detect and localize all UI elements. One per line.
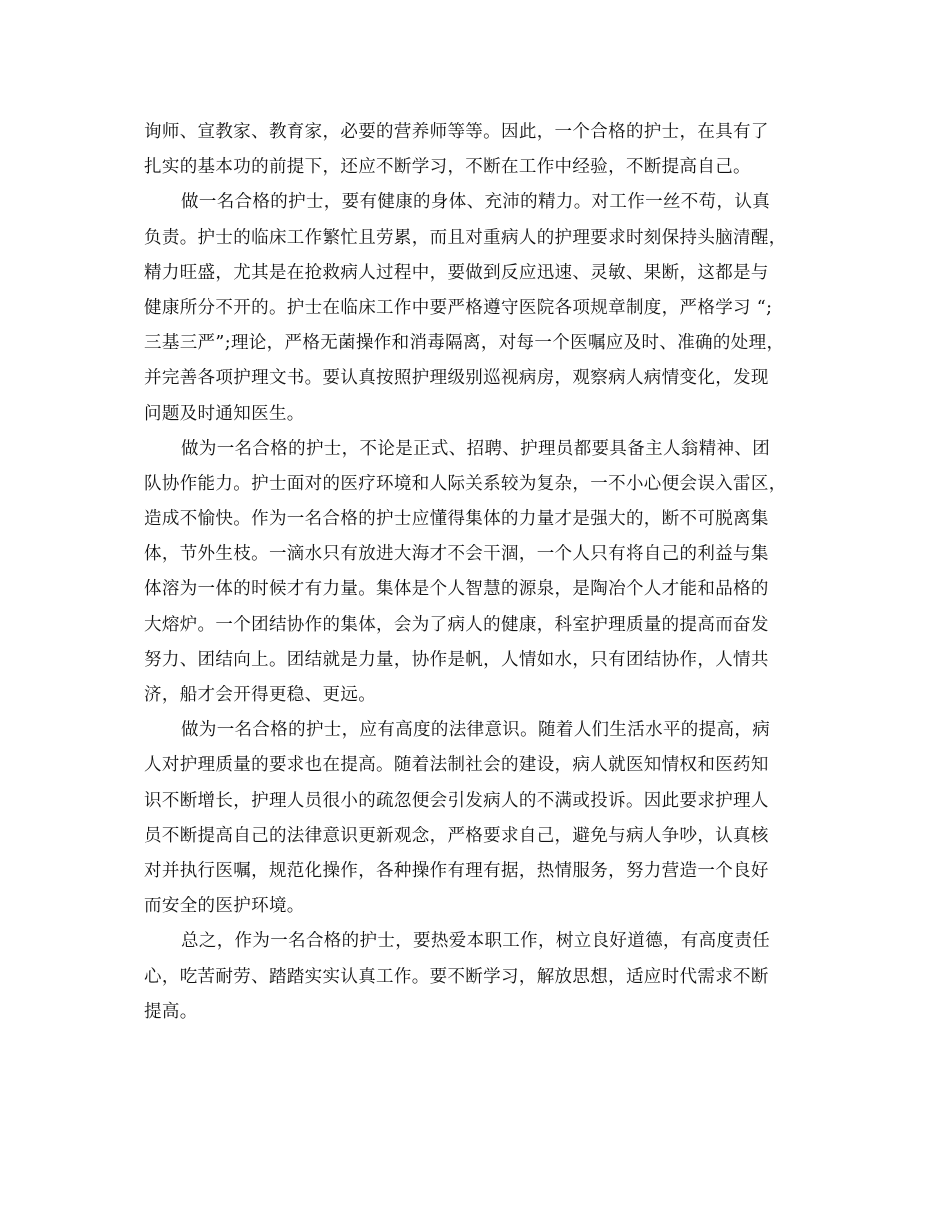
text-line: 健康所分不开的。护士在临床工作中要严格遵守医院各项规章制度，严格学习 “; [144,297,773,318]
text-line: 努力、团结向上。团结就是力量，协作是帆，人情如水，只有团结协作，人情共 [144,649,769,670]
paragraph-2 [144,185,810,431]
text-line: 精力旺盛，尤其是在抢救病人过程中，要做到反应迅速、灵敏、果断，这都是与 [144,262,769,283]
paragraph-5 [144,924,810,1030]
text-line: 做一名合格的护士，要有健康的身体、充沛的精力。对工作一丝不苟，认真 [181,192,771,213]
text-line: 而安全的医护环境。 [144,896,305,917]
text-line: 提高。 [144,1001,198,1022]
text-line: 做为一名合格的护士，不论是正式、招聘、护理员都要具备主人翁精神、团 [181,438,771,459]
paragraph-1 [144,115,810,185]
text-line: 总之，作为一名合格的护士，要热爱本职工作，树立良好道德，有高度责任 [181,931,771,952]
text-line: 并完善各项护理文书。要认真按照护理级别巡视病房，观察病人病情变化，发现 [144,368,769,389]
text-line: 大熔炉。一个团结协作的集体，会为了病人的健康，科室护理质量的提高而奋发 [144,614,769,635]
text-line: 队协作能力。护士面对的医疗环境和人际关系较为复杂，一不小心便会误入雷区， [144,473,787,494]
text-line: 造成不愉快。作为一名合格的护士应懂得集体的力量才是强大的，断不可脱离集 [144,509,769,530]
text-line: 心，吃苦耐劳、踏踏实实认真工作。要不断学习，解放思想，适应时代需求不断 [144,966,769,987]
paragraph-3 [144,432,810,714]
text-line: 问题及时通知医生。 [144,403,305,424]
text-line: 询师、宣教家、教育家，必要的营养师等等。因此，一个合格的护士，在具有了 [144,122,769,142]
text-line: 体，节外生枝。一滴水只有放进大海才不会干涸，一个人只有将自己的利益与集 [144,544,769,565]
text-line: 人对护理质量的要求也在提高。随着法制社会的建设，病人就医知情权和医药知 [144,755,769,776]
text-line: 识不断增长，护理人员很小的疏忽便会引发病人的不满或投诉。因此要求护理人 [144,790,769,811]
text-line: 员不断提高自己的法律意识更新观念，严格要求自己，避免与病人争吵，认真核 [144,825,769,846]
paragraph-4 [144,713,810,924]
text-line: 负责。护士的临床工作繁忙且劳累，而且对重病人的护理要求时刻保持头脑清醒， [144,227,787,248]
text-line: 体溶为一体的时候才有力量。集体是个人智慧的源泉，是陶冶个人才能和品格的 [144,579,769,600]
text-line: 三基三严”;理论，严格无菌操作和消毒隔离，对每一个医嘱应及时、准确的处理， [144,333,785,354]
document-body [144,115,810,1030]
text-line: 做为一名合格的护士，应有高度的法律意识。随着人们生活水平的提高，病 [181,720,771,741]
text-line: 对并执行医嘱，规范化操作，各种操作有理有据，热情服务，努力营造一个良好 [144,860,769,881]
text-line: 扎实的基本功的前提下，还应不断学习，不断在工作中经验，不断提高自己。 [144,157,751,178]
text-line: 济，船才会开得更稳、更远。 [144,685,377,705]
